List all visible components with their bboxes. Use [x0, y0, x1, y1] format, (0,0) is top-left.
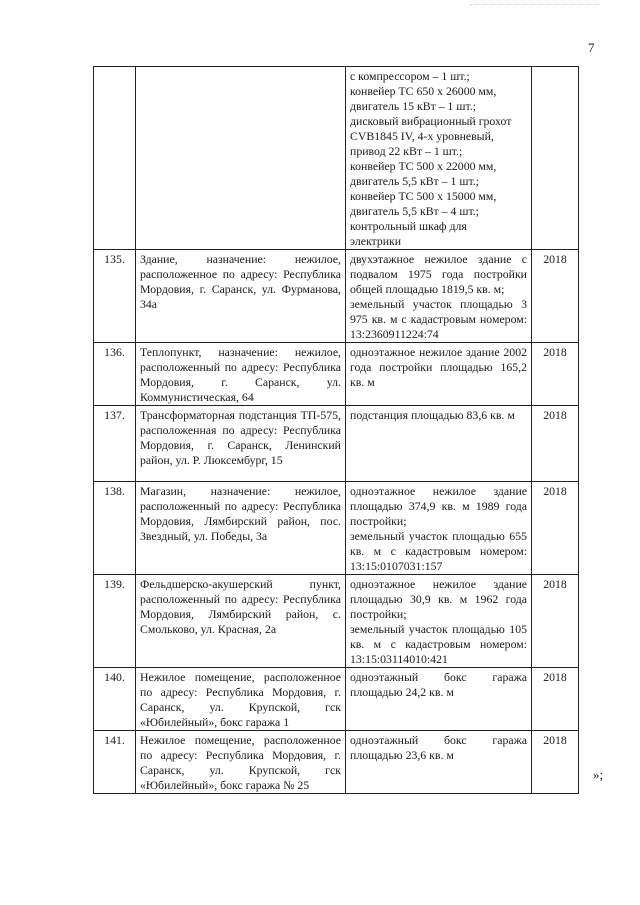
object-name-cell: Трансформаторная подстанция ТП-575, расположенная по адресу: Республика Мордовия, г. Саранск, Ленинский район, ул. Р. Люксембург, 15 — [136, 406, 346, 482]
description-line: привод 22 кВт – 1 шт.; — [350, 144, 463, 158]
description-cell — [346, 731, 532, 794]
property-table — [93, 66, 579, 794]
description-line: одноэтажное нежилое здание 2002 года постройки площадью 165,2 кв. м — [350, 345, 527, 389]
year-cell: 2018 — [532, 731, 579, 794]
description-cell — [346, 668, 532, 731]
closing-quote-mark: »; — [593, 767, 604, 782]
year-cell — [532, 67, 579, 250]
object-name-cell: Магазин, назначение: нежилое, расположенный по адресу: Республика Мордовия, Лямбирский район, пос. Звездный, ул. Победы, 3а — [136, 482, 346, 575]
table-row — [94, 731, 579, 794]
table-row — [94, 343, 579, 406]
description-cell — [346, 406, 532, 482]
year-cell: 2018 — [532, 250, 579, 343]
row-number-cell: 141. — [94, 731, 136, 794]
description-cell — [346, 482, 532, 575]
description-line: конвейер ТС 650 х 26000 мм, — [350, 84, 497, 98]
description-line: конвейер ТС 500 х 15000 мм, — [350, 189, 497, 203]
year-cell: 2018 — [532, 406, 579, 482]
object-name-cell: Фельдшерско-акушерский пункт, расположенный по адресу: Республика Мордовия, Лямбирский район, с. Смольково, ул. Красная, 2а — [136, 575, 346, 668]
row-number-cell: 139. — [94, 575, 136, 668]
year-cell: 2018 — [532, 343, 579, 406]
table-row — [94, 668, 579, 731]
description-line: одноэтажное нежилое здание площадью 374,9 кв. м 1989 года постройки; — [350, 484, 527, 528]
page-number: 7 — [588, 40, 595, 55]
year-cell: 2018 — [532, 668, 579, 731]
description-line: двигатель 15 кВт – 1 шт.; — [350, 99, 476, 113]
description-cell — [346, 343, 532, 406]
description-line: подстанция площадью 83,6 кв. м — [350, 408, 515, 422]
description-line: с компрессором – 1 шт.; — [350, 69, 470, 83]
row-number-cell: 137. — [94, 406, 136, 482]
object-name-cell: Теплопункт, назначение: нежилое, расположенный по адресу: Республика Мордовия, г. Саранск, ул. Коммунистическая, 64 — [136, 343, 346, 406]
description-line: двигатель 5,5 кВт – 1 шт.; — [350, 174, 479, 188]
table-row — [94, 482, 579, 575]
description-cell — [346, 67, 532, 250]
description-line: одноэтажный бокс гаража площадью 24,2 кв. м — [350, 670, 527, 699]
object-name-cell: Нежилое помещение, расположенное по адресу: Республика Мордовия, г. Саранск, ул. Крупской, гск «Юбилейный», бокс гаража № 25 — [136, 731, 346, 794]
description-cell — [346, 250, 532, 343]
year-cell: 2018 — [532, 575, 579, 668]
row-number-cell: 138. — [94, 482, 136, 575]
description-cell — [346, 575, 532, 668]
object-name-cell: Здание, назначение: нежилое, расположенное по адресу: Республика Мордовия, г. Саранск, ул. Фурманова, 34а — [136, 250, 346, 343]
description-line: одноэтажное нежилое здание площадью 30,9 кв. м 1962 года постройки; — [350, 577, 527, 621]
table-row — [94, 250, 579, 343]
object-name-cell: Нежилое помещение, расположенное по адресу: Республика Мордовия, г. Саранск, ул. Крупской, гск «Юбилейный», бокс гаража 1 — [136, 668, 346, 731]
table-row-continuation — [94, 67, 579, 250]
description-line: двигатель 5,5 кВт – 4 шт.; — [350, 204, 479, 218]
description-line: земельный участок площадью 105 кв. м с кадастровым номером: 13:15:03114010:421 — [350, 622, 527, 666]
row-number-cell — [94, 67, 136, 250]
scan-edge-marks — [470, 4, 600, 11]
description-line: контрольный шкаф для — [350, 219, 467, 233]
row-number-cell: 136. — [94, 343, 136, 406]
table-row — [94, 575, 579, 668]
row-number-cell: 135. — [94, 250, 136, 343]
description-line: одноэтажный бокс гаража площадью 23,6 кв. м — [350, 733, 527, 762]
description-line: двухэтажное нежилое здание с подвалом 1975 года постройки общей площадью 1819,5 кв. м; — [350, 252, 527, 296]
row-number-cell: 140. — [94, 668, 136, 731]
description-line: дисковый вибрационный грохот — [350, 114, 512, 128]
description-line: земельный участок площадью 3 975 кв. м с кадастровым номером: 13:2360911224:74 — [350, 297, 527, 341]
table-row — [94, 406, 579, 482]
object-name-cell — [136, 67, 346, 250]
description-line: электрики — [350, 234, 402, 248]
description-line: конвейер ТС 500 х 22000 мм, — [350, 159, 497, 173]
year-cell: 2018 — [532, 482, 579, 575]
description-line: земельный участок площадью 655 кв. м с кадастровым номером: 13:15:0107031:157 — [350, 529, 527, 573]
description-line: CVB1845 IV, 4-х уровневый, — [350, 129, 494, 143]
